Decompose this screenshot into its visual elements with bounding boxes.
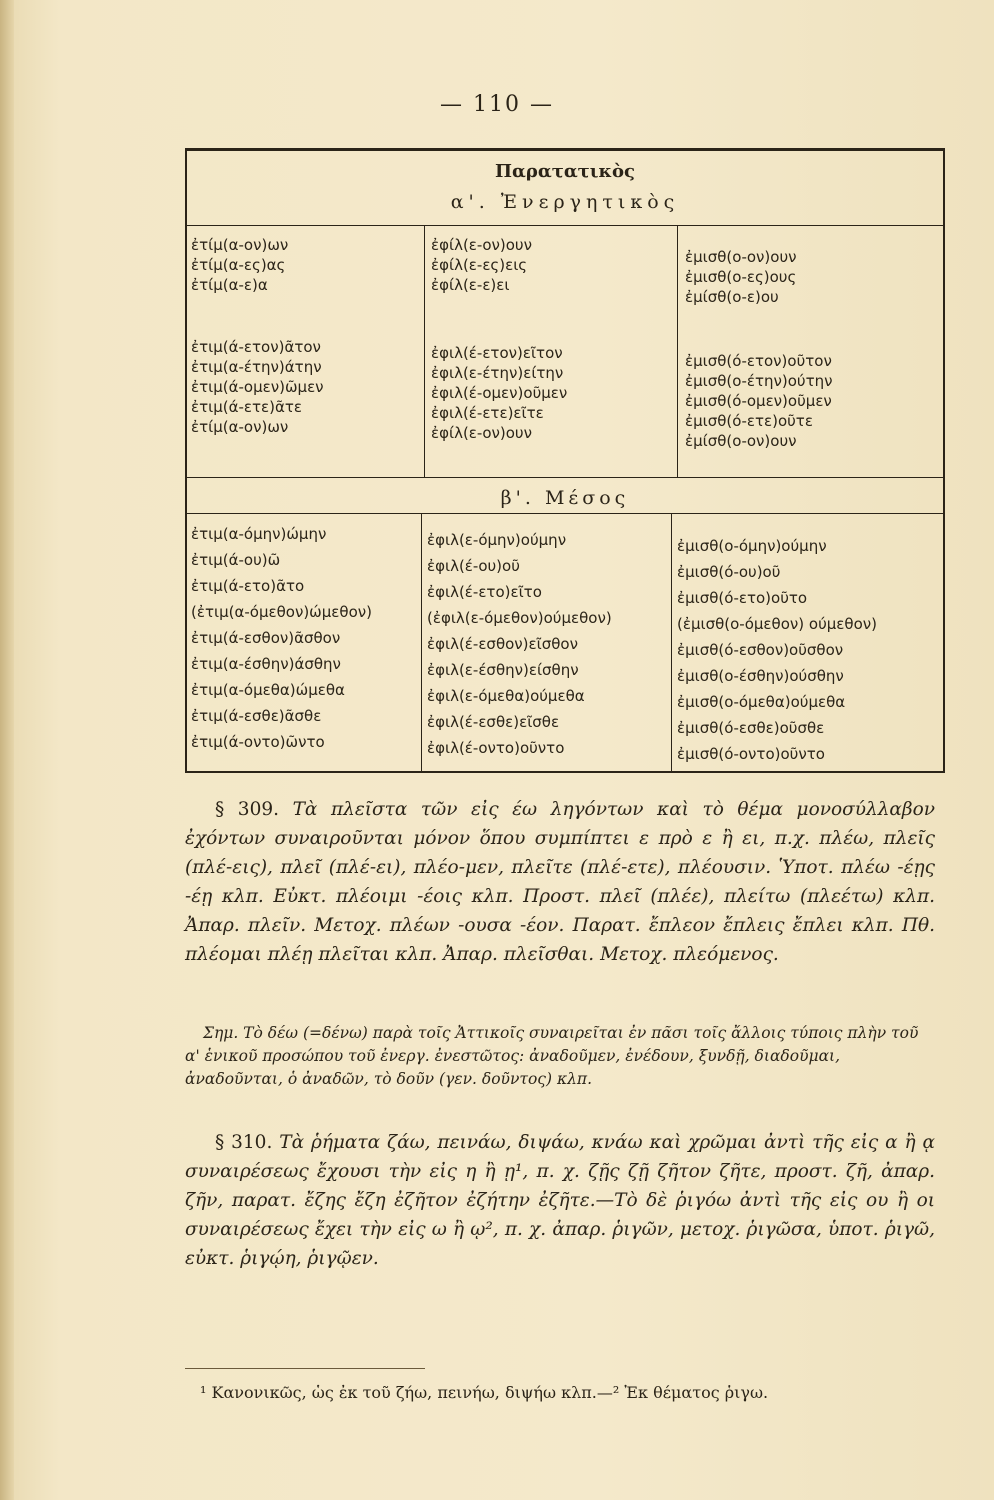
- table-cell: ἐμισθ(ο-όμην)ούμην: [677, 537, 827, 555]
- section-309: [185, 795, 935, 969]
- table-cell: ἐφιλ(έ-ου)οῦ: [427, 557, 520, 575]
- table-cell: ἐμίσθ(ο-ε)ου: [685, 288, 779, 306]
- table-cell: ἐτίμ(α-ες)ας: [191, 256, 286, 274]
- table-cell: ἐμισθ(ό-ετο)οῦτο: [677, 589, 808, 607]
- table-cell: ἐφιλ(έ-ετον)εῖτον: [431, 344, 563, 362]
- table-cell: ἐτιμ(α-έτην)άτην: [191, 358, 322, 376]
- column-rule: [424, 225, 425, 477]
- table-cell: ἐφιλ(ε-όμεθα)ούμεθα: [427, 687, 585, 705]
- table-cell: ἐτίμ(α-ε)α: [191, 276, 268, 294]
- active-sg-col-1: [191, 235, 288, 295]
- table-cell: ἐμισθ(ο-έτην)ούτην: [685, 372, 833, 390]
- table-cell: ἐμισθ(ό-ου)οῦ: [677, 563, 781, 581]
- column-rule: [677, 225, 678, 477]
- active-sg-col-2: [431, 235, 532, 295]
- table-cell: ἐφίλ(ε-ες)εις: [431, 256, 528, 274]
- table-cell: ἐμισθ(ο-ον)ουν: [685, 248, 797, 266]
- section-label: § 310.: [215, 1132, 273, 1153]
- table-cell: ἐφιλ(έ-εσθε)εῖσθε: [427, 713, 560, 731]
- table-cell: ἐφιλ(έ-ετε)εῖτε: [431, 404, 544, 422]
- table-cell: ἐμισθ(ό-ομεν)οῦμεν: [685, 392, 832, 410]
- page-spine-shadow: [0, 0, 14, 1500]
- table-cell: ἐφίλ(ε-ε)ει: [431, 276, 510, 294]
- table-cell: ἐτιμ(ά-ου)ῶ: [191, 551, 281, 569]
- table-cell: (ἐμισθ(ο-όμεθον) ούμεθον): [677, 615, 877, 633]
- table-cell: ἐφιλ(ε-έτην)είτην: [431, 364, 564, 382]
- table-cell: ἐφιλ(έ-οντο)οῦντο: [427, 739, 565, 757]
- table-cell: ἐμισθ(ό-εσθον)οῦσθον: [677, 641, 844, 659]
- table-cell: ἐτιμ(ά-ομεν)ῶμεν: [191, 378, 324, 396]
- table-cell: ἐμισθ(ό-ετον)οῦτον: [685, 352, 832, 370]
- table-cell: ἐτίμ(α-ον)ων: [191, 418, 289, 436]
- section-310: [185, 1128, 935, 1273]
- table-cell: ἐφιλ(έ-εσθον)εῖσθον: [427, 635, 578, 653]
- footnote: ¹ Κανονικῶς, ὡς ἐκ τοῦ ζήω, πεινήω, διψήω κλπ.—² Ἐκ θέματος ῥιγω.: [200, 1383, 769, 1402]
- table-cell: ἐτιμ(ά-εσθον)ᾶσθον: [191, 629, 341, 647]
- conjugation-table: [185, 148, 945, 773]
- table-cell: ἐτιμ(ά-οντο)ῶντο: [191, 733, 325, 751]
- table-cell: ἐφίλ(ε-ον)ουν: [431, 424, 532, 442]
- table-cell: ἐφιλ(έ-ομεν)οῦμεν: [431, 384, 568, 402]
- table-cell: ἐφιλ(ε-όμην)ούμην: [427, 531, 567, 549]
- table-cell: ἐτιμ(α-όμεθα)ώμεθα: [191, 681, 345, 699]
- active-pl-col-3: [685, 351, 833, 451]
- page-number: — 110 —: [440, 92, 554, 117]
- middle-voice-heading: β'. Μέσος: [500, 487, 630, 509]
- section-text: Τὰ πλεῖστα τῶν εἰς έω ληγόντων καὶ τὸ θέμα μονοσύλλαβον ἐχόντων συναιροῦνται μόνον ὅπου συμπίπτει ε πρὸ ε ἢ ει, π.χ. πλέω, πλεῖς (πλέ-εις), πλεῖ (πλέ-ει), πλέο-μεν, πλεῖτε (πλέ-ετε), πλέουσιν. Ὑποτ. πλέω -έῃς -έῃ κλπ. Εὐκτ. πλέοιμι -έοις κλπ. Προστ. πλεῖ (πλέε), πλείτω (πλεέτω) κλπ. Ἀπαρ. πλεῖν. Μετοχ. πλέων -ουσα -έον. Παρατ. ἔπλεον ἔπλεις ἔπλει κλπ. Πθ. πλέομαι πλέῃ πλεῖται κλπ. Ἀπαρ. πλεῖσθαι. Μετοχ. πλεόμενος.: [185, 799, 935, 965]
- table-cell: ἐφιλ(έ-ετο)εῖτο: [427, 583, 542, 601]
- column-rule: [421, 513, 422, 773]
- table-cell: ἐτιμ(α-έσθην)άσθην: [191, 655, 341, 673]
- table-cell: ἐμισθ(ο-ες)ους: [685, 268, 797, 286]
- table-cell: ἐτιμ(ά-εσθε)ᾶσθε: [191, 707, 322, 725]
- footnote-rule: [185, 1368, 425, 1369]
- table-cell: ἐμισθ(ό-ετε)οῦτε: [685, 412, 813, 430]
- middle-col-1: [191, 521, 372, 755]
- table-cell: ἐτιμ(ά-ετε)ᾶτε: [191, 398, 303, 416]
- table-title: Παρατατικὸς: [495, 161, 635, 182]
- section-label: § 309.: [215, 799, 279, 820]
- table-cell: ἐμίσθ(ο-ον)ουν: [685, 432, 797, 450]
- section-text: Τὰ ῥήματα ζάω, πεινάω, διψάω, κνάω καὶ χρῶμαι ἀντὶ τῆς εἰς α ἢ ᾳ συναιρέσεως ἔχουσι τὴν εἰς η ἢ ῃ¹, π. χ. ζῇς ζῇ ζῆτον ζῆτε, προστ. ζῆ, ἀπαρ. ζῆν, παρατ. ἔζης ἔζη ἐζῆτον ἐζήτην ἐζῆτε.—Τὸ δὲ ῥιγόω ἀντὶ τῆς εἰς ου ἢ οι συναιρέσεως ἔχει τὴν εἰς ω ἢ ῳ², π. χ. ἀπαρ. ῥιγῶν, μετοχ. ῥιγῶσα, ὑποτ. ῥιγῶ, εὐκτ. ῥιγῴη, ῥιγῷεν.: [185, 1132, 935, 1269]
- table-cell: ἐμισθ(ό-οντο)οῦντο: [677, 745, 825, 763]
- table-cell: ἐτιμ(α-όμην)ώμην: [191, 525, 327, 543]
- table-rule: [187, 513, 943, 514]
- column-rule: [671, 513, 672, 773]
- table-cell: ἐτιμ(ά-ετον)ᾶτον: [191, 338, 321, 356]
- middle-col-2: [427, 527, 612, 761]
- table-cell: (ἐτιμ(α-όμεθον)ώμεθον): [191, 603, 372, 621]
- table-cell: ἐμισθ(ο-όμεθα)ούμεθα: [677, 693, 846, 711]
- table-cell: (ἐφιλ(ε-όμεθον)ούμεθον): [427, 609, 612, 627]
- table-cell: ἐμισθ(ό-εσθε)οῦσθε: [677, 719, 825, 737]
- active-pl-col-2: [431, 343, 567, 443]
- table-rule: [187, 225, 943, 226]
- active-sg-col-3: [685, 247, 797, 307]
- note-309: Σημ. Τὸ δέω (=δένω) παρὰ τοῖς Ἀττικοῖς συναιρεῖται ἐν πᾶσι τοῖς ἄλλοις τύποις πλὴν τοῦ α' ἑνικοῦ προσώπου τοῦ ἐνεργ. ἐνεστῶτος: ἀναδοῦμεν, ἐνέδουν, ξυνδῇ, διαδοῦμαι, ἀναδοῦνται, ὁ ἀναδῶν, τὸ δοῦν (γεν. δοῦντος) κλπ.: [185, 1024, 919, 1088]
- table-cell: ἐφίλ(ε-ον)ουν: [431, 236, 532, 254]
- middle-col-3: [677, 533, 877, 767]
- active-pl-col-1: [191, 337, 324, 437]
- table-cell: ἐφιλ(ε-έσθην)είσθην: [427, 661, 579, 679]
- table-cell: ἐτίμ(α-ον)ων: [191, 236, 289, 254]
- active-voice-heading: α'. Ἐνεργητικὸς: [450, 191, 680, 213]
- table-rule: [187, 477, 943, 478]
- table-cell: ἐμισθ(ο-έσθην)ούσθην: [677, 667, 844, 685]
- table-cell: ἐτιμ(ά-ετο)ᾶτο: [191, 577, 305, 595]
